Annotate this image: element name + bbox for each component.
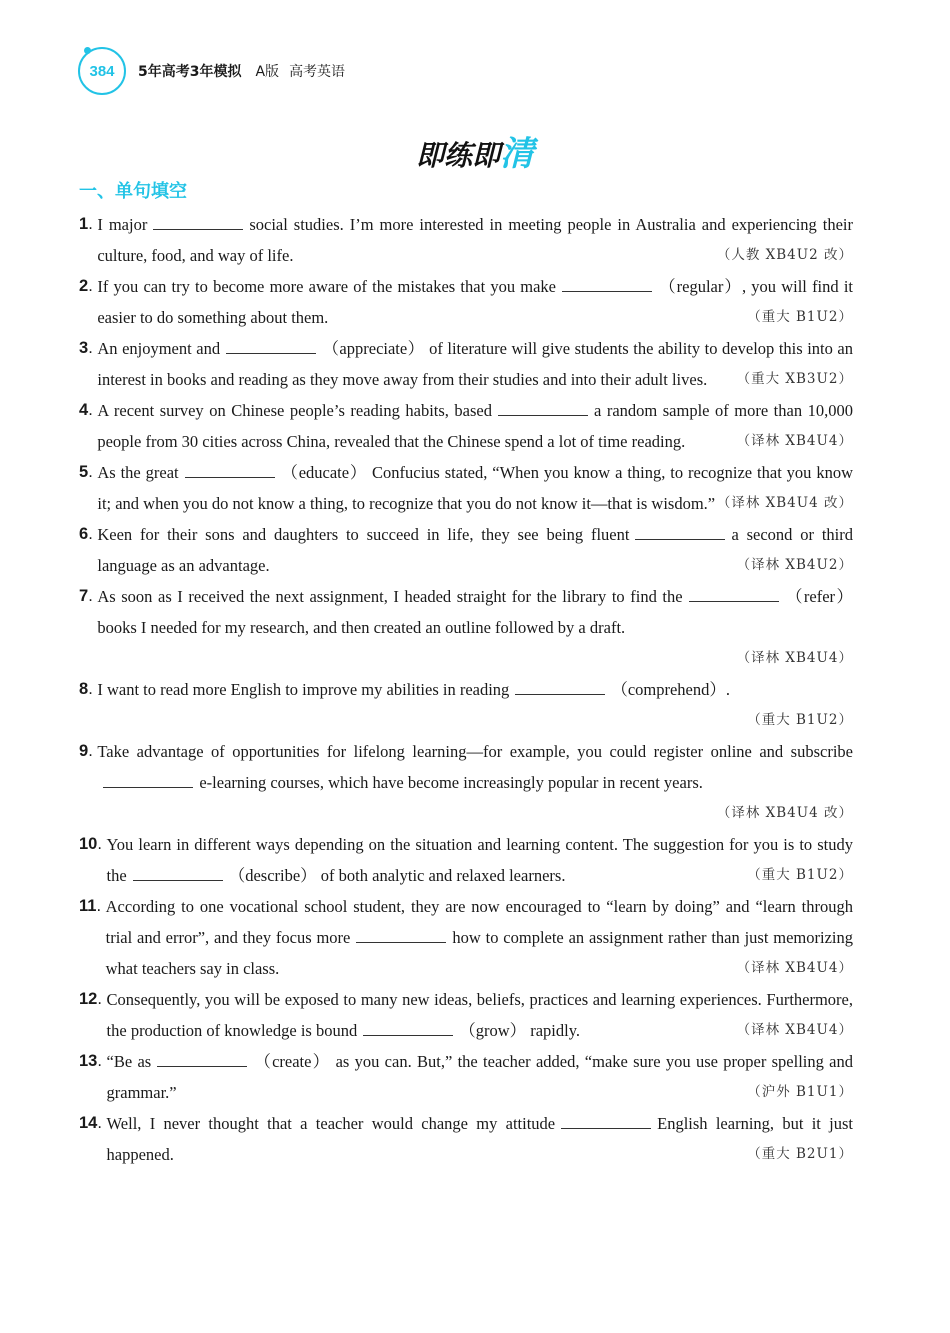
- question-source: （人教 XB4U2 改）: [716, 247, 853, 263]
- answer-blank[interactable]: [185, 463, 275, 478]
- question-text-before-blank: Take advantage of opportunities for lifelong learning—for example, you could register online and subscribe: [97, 742, 853, 761]
- question-text: [97, 736, 853, 829]
- answer-blank[interactable]: [226, 339, 316, 354]
- question-text-before-blank: According to one vocational school student, they are now encouraged to “learn by doing” and “learn through trial and error”, and they focus more: [105, 897, 853, 947]
- question-list: [79, 209, 853, 1170]
- question-item: [79, 519, 853, 581]
- question-number: 11.: [79, 897, 106, 915]
- question-text: [97, 581, 853, 674]
- question-text-after-blank: how to complete an assignment rather than just memorizing what teachers say in class.: [105, 928, 853, 978]
- question-number: 12.: [79, 990, 107, 1008]
- question-source: （译林 XB4U4 改）: [716, 805, 853, 821]
- question-text-after-blank: （regular）, you will find it easier to do something about them.: [97, 277, 853, 327]
- question-text-before-blank: An enjoyment and: [97, 339, 221, 358]
- question-text-after-blank: e-learning courses, which have become increasingly popular in recent years.: [199, 773, 703, 792]
- question-text-after-blank: （comprehend）.: [611, 680, 730, 699]
- question-text: [97, 457, 853, 519]
- question-text-after-blank: （refer） books I needed for my research, and then created an outline followed by a draft.: [97, 587, 853, 637]
- question-item: [79, 333, 853, 395]
- question-text-after-blank: a random sample of more than 10,000 people from 30 cities across China, revealed that the Chinese spend a lot of time reading.: [97, 401, 853, 451]
- answer-blank[interactable]: [356, 928, 446, 943]
- question-source: （重大 B1U2）: [747, 712, 853, 728]
- question-item: [79, 984, 853, 1046]
- answer-blank[interactable]: [561, 1114, 651, 1129]
- book-title: 5年高考3年模拟: [138, 64, 242, 80]
- question-number: 3.: [79, 339, 98, 357]
- question-text-after-blank: English learning, but it just happened.: [106, 1114, 853, 1164]
- question-number: 4.: [79, 401, 98, 419]
- question-item: [79, 271, 853, 333]
- badge-dot-icon: [84, 47, 91, 54]
- question-item: [79, 1046, 853, 1108]
- section-title: [0, 126, 950, 175]
- answer-blank[interactable]: [157, 1052, 247, 1067]
- answer-blank[interactable]: [562, 277, 652, 292]
- question-number: 7.: [79, 587, 98, 605]
- question-text: [97, 519, 853, 581]
- question-text-after-blank: （describe） of both analytic and relaxed learners.: [228, 866, 566, 885]
- question-item: [79, 829, 853, 891]
- question-text-after-blank: （appreciate） of literature will give students the ability to develop this into an interest in books and reading as they move away from their studies and into their adult lives.: [97, 339, 853, 389]
- question-number: 2.: [79, 277, 98, 295]
- question-text-before-blank: As the great: [97, 463, 179, 482]
- page-header: [78, 50, 345, 92]
- question-source: （重大 XB3U2）: [736, 371, 853, 387]
- question-text-before-blank: I major: [97, 215, 148, 234]
- question-item: [79, 209, 853, 271]
- question-text-before-blank: A recent survey on Chinese people’s reading habits, based: [97, 401, 492, 420]
- question-text: [97, 674, 853, 736]
- answer-blank[interactable]: [103, 773, 193, 788]
- question-text-after-blank: （educate） Confucius stated, “When you know a thing, to recognize that you know it; and when you do not know a thing, to recognize that you do not know it—that is wisdom.”: [97, 463, 853, 513]
- question-source: （译林 XB4U4）: [736, 1022, 853, 1038]
- question-number: 9.: [79, 742, 98, 760]
- answer-blank[interactable]: [515, 680, 605, 695]
- question-source: （译林 XB4U4 改）: [716, 495, 853, 511]
- question-source: （译林 XB4U2）: [736, 557, 853, 573]
- answer-blank[interactable]: [689, 587, 779, 602]
- question-text: [106, 891, 853, 984]
- page-number-badge: [78, 47, 126, 95]
- answer-blank[interactable]: [133, 866, 223, 881]
- question-number: 6.: [79, 525, 98, 543]
- question-text: [107, 1046, 853, 1108]
- question-text-before-blank: “Be as: [106, 1052, 152, 1071]
- question-text-before-blank: You learn in different ways depending on the situation and learning content. The suggestion for you is to study the: [106, 835, 853, 885]
- question-source: （译林 XB4U4）: [736, 960, 853, 976]
- question-text-after-blank: a second or third language as an advantage.: [97, 525, 853, 575]
- question-text: [107, 984, 853, 1046]
- question-number: 1.: [79, 215, 98, 233]
- question-text-after-blank: social studies. I’m more interested in meeting people in Australia and experiencing their culture, food, and way of life.: [97, 215, 854, 265]
- question-item: [79, 457, 853, 519]
- question-text: [97, 209, 853, 271]
- section-title-main: 即练即: [415, 139, 500, 172]
- question-item: [79, 736, 853, 829]
- question-text: [107, 829, 853, 891]
- question-source: （译林 XB4U4）: [736, 650, 853, 666]
- question-source: （重大 B1U2）: [747, 309, 853, 325]
- question-text-before-blank: Well, I never thought that a teacher would change my attitude: [106, 1114, 556, 1133]
- question-text-before-blank: I want to read more English to improve my abilities in reading: [97, 680, 510, 699]
- edition-label: A版: [255, 64, 280, 80]
- question-source: （重大 B2U1）: [747, 1146, 853, 1162]
- question-text-before-blank: If you can try to become more aware of the mistakes that you make: [97, 277, 557, 296]
- answer-blank[interactable]: [363, 1021, 453, 1036]
- section-title-highlight: 清: [500, 134, 534, 174]
- subject-label: 高考英语: [289, 64, 346, 80]
- question-number: 14.: [79, 1114, 107, 1132]
- question-number: 5.: [79, 463, 98, 481]
- question-number: 10.: [79, 835, 107, 853]
- question-text-before-blank: Keen for their sons and daughters to succeed in life, they see being fluent: [97, 525, 630, 544]
- question-text: [97, 333, 853, 395]
- question-item: [79, 1108, 853, 1170]
- question-number: 13.: [79, 1052, 107, 1070]
- question-text: [97, 271, 853, 333]
- question-text: [97, 395, 853, 457]
- answer-blank[interactable]: [498, 401, 588, 416]
- question-item: [79, 395, 853, 457]
- part-heading: 一、单句填空: [79, 181, 187, 202]
- question-number: 8.: [79, 680, 98, 698]
- question-source: （重大 B1U2）: [747, 867, 853, 883]
- answer-blank[interactable]: [635, 525, 725, 540]
- question-text-after-blank: （grow） rapidly.: [459, 1021, 581, 1040]
- question-item: [79, 674, 853, 736]
- question-item: [79, 891, 853, 984]
- answer-blank[interactable]: [153, 215, 243, 230]
- question-source: （译林 XB4U4）: [736, 433, 853, 449]
- question-text: [107, 1108, 853, 1170]
- page-number: 384: [89, 62, 115, 80]
- question-text-after-blank: （create） as you can. But,” the teacher added, “make sure you use proper spelling and grammar.”: [106, 1052, 853, 1102]
- question-text-before-blank: Consequently, you will be exposed to many new ideas, beliefs, practices and learning experiences. Furthermore, the production of knowledge is bound: [106, 990, 853, 1040]
- question-source: （沪外 B1U1）: [747, 1084, 853, 1100]
- question-item: [79, 581, 853, 674]
- question-text-before-blank: As soon as I received the next assignment, I headed straight for the library to find the: [97, 587, 683, 606]
